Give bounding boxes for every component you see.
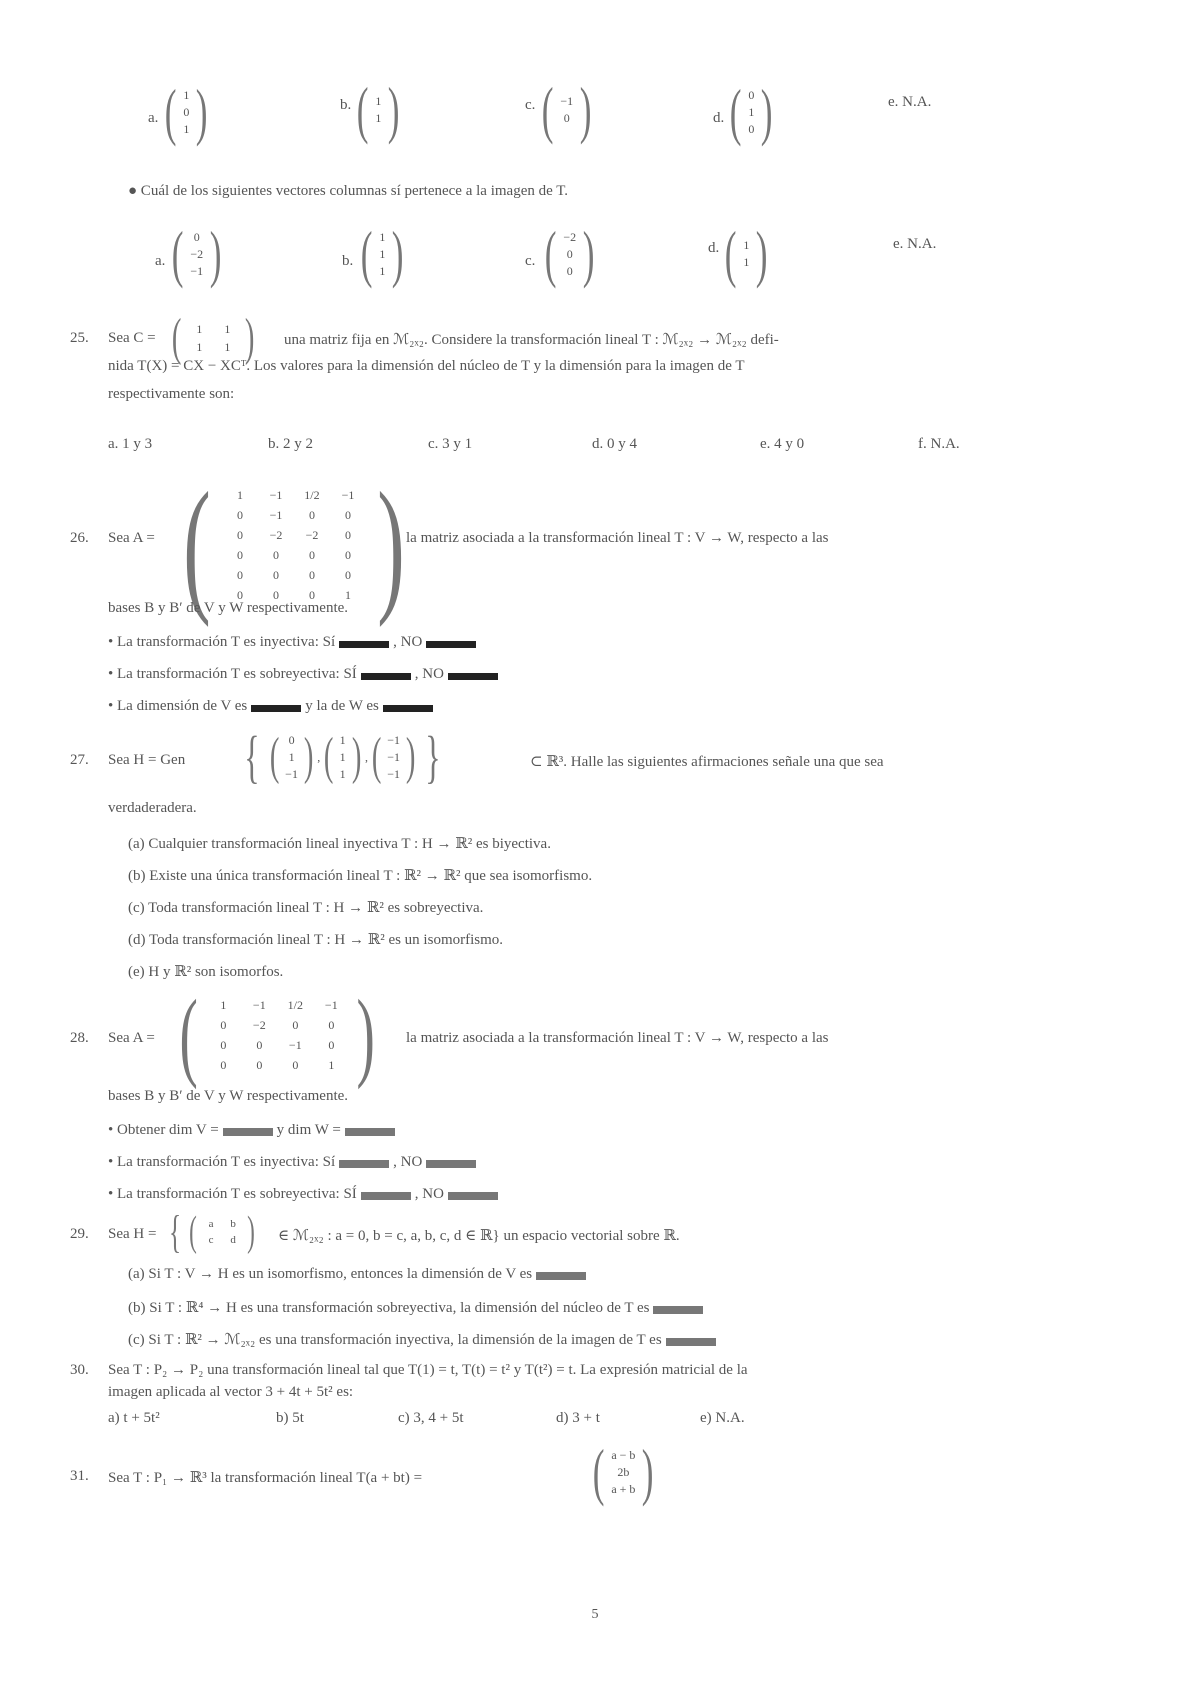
problem-29-item-b: (b) Si T : ℝ⁴ → H es una transformación sobreyectiva, la dimensión del núcleo de T es [128, 1298, 707, 1317]
problem-25-option-c: c. 3 y 1 [428, 436, 473, 452]
problem-30-option-c: c) 3, 4 + 5t [398, 1410, 464, 1426]
option-a-vector: ( 1 0 1 ) [164, 76, 208, 147]
problem-25-option-b: b. 2 y 2 [268, 436, 313, 452]
problem-25-option-d: d. 0 y 4 [592, 436, 637, 452]
problem-27-item-e: (e) H y ℝ² son isomorfos. [128, 964, 284, 980]
option-e-label: e. N.A. [893, 236, 937, 252]
answer-blank[interactable] [361, 673, 411, 680]
answer-blank[interactable] [448, 1192, 498, 1200]
problem-30-option-b: b) 5t [276, 1410, 304, 1426]
problem-30-line2: imagen aplicada al vector 3 + 4t + 5t² es: [108, 1384, 354, 1400]
option-a-vector: ( 0 −2 −1 ) [171, 218, 222, 289]
problem-29-item-a: (a) Si T : V → H es un isomorfismo, entonces la dimensión de V es [128, 1266, 590, 1283]
option-d-vector: ( 0 1 0 ) [729, 76, 773, 147]
problem-28-number: 28. [70, 1030, 89, 1046]
problem-25-number: 25. [70, 330, 89, 346]
problem-27-pre: Sea H = Gen [108, 752, 186, 768]
problem-25-matrix: ( 1 1 1 1 ) [171, 309, 255, 366]
problem-27-item-d: (d) Toda transformación lineal T : H → ℝ² es un isomorfismo. [128, 932, 504, 948]
problem-28-dimensions: • Obtener dim V = y dim W = [108, 1122, 399, 1139]
problem-29-post: ∈ ℳ₂ₓ₂ : a = 0, b = c, a, b, c, d ∈ ℝ} un espacio vectorial sobre ℝ. [278, 1228, 680, 1244]
problem-27-item-b: (b) Existe una única transformación lineal T : ℝ² → ℝ² que sea isomorfismo. [128, 868, 593, 884]
option-d-label: d. [708, 240, 720, 256]
answer-blank[interactable] [361, 1192, 411, 1200]
problem-31-number: 31. [70, 1468, 89, 1484]
answer-blank[interactable] [223, 1128, 273, 1136]
answer-blank[interactable] [536, 1272, 586, 1280]
problem-30-option-e: e) N.A. [700, 1410, 745, 1426]
problem-29-matrix: { ( a b c d ) [168, 1206, 255, 1257]
option-c-vector: ( −2 0 0 ) [544, 218, 595, 289]
option-b-label: b. [342, 253, 354, 269]
option-d-label: d. [713, 110, 725, 126]
problem-28-pre: Sea A = [108, 1030, 155, 1046]
answer-blank[interactable] [653, 1306, 703, 1314]
problem-27-number: 27. [70, 752, 89, 768]
problem-25-option-f: f. N.A. [918, 436, 960, 452]
option-c-label: c. [525, 253, 536, 269]
answer-blank[interactable] [383, 705, 433, 712]
problem-29-item-c: (c) Si T : ℝ² → ℳ₂ₓ₂ es una transformación inyectiva, la dimensión de la imagen de T es [128, 1330, 720, 1349]
answer-blank[interactable] [345, 1128, 395, 1136]
problem-26-pre: Sea A = [108, 530, 155, 546]
option-a-label: a. [148, 110, 159, 126]
option-b-label: b. [340, 97, 352, 113]
problem-28-surjective: • La transformación T es sobreyectiva: SÍ , NO [108, 1186, 502, 1203]
problem-30-option-d: d) 3 + t [556, 1410, 600, 1426]
problem-26-post: la matriz asociada a la transformación lineal T : V → W, respecto a las [406, 530, 829, 546]
option-b-vector: ( 1 1 ) [356, 74, 400, 145]
option-e-label: e. N.A. [888, 94, 932, 110]
problem-30-line1: Sea T : P₂ → P₂ una transformación lineal tal que T(1) = t, T(t) = t² y T(t²) = t. La expresión matricial de la [108, 1362, 748, 1378]
problem-25-line1: una matriz fija en ℳ₂ₓ₂. Considere la transformación lineal T : ℳ₂ₓ₂ → ℳ₂ₓ₂ defi- [284, 332, 779, 348]
problem-29-number: 29. [70, 1226, 89, 1242]
problem-29-pre: Sea H = [108, 1226, 157, 1242]
answer-blank[interactable] [339, 641, 389, 648]
answer-blank[interactable] [251, 705, 301, 712]
option-a-label: a. [155, 253, 166, 269]
problem-26-injective: • La transformación T es inyectiva: Sí , NO [108, 634, 480, 651]
problem-25-option-e: e. 4 y 0 [760, 436, 805, 452]
problem-27-item-c: (c) Toda transformación lineal T : H → ℝ² es sobreyectiva. [128, 900, 484, 916]
problem-30-option-a: a) t + 5t² [108, 1410, 160, 1426]
problem-26-surjective: • La transformación T es sobreyectiva: SÍ , NO [108, 666, 502, 683]
problem-28-matrix: ( 1 −1 1/2 −1 0 −2 0 0 0 0 −1 0 0 0 0 1 ) [179, 979, 376, 1090]
answer-blank[interactable] [666, 1338, 716, 1346]
answer-blank[interactable] [339, 1160, 389, 1168]
problem-27-span: { ( 0 1 −1 ) , ( 1 1 1 ) , ( −1 −1 −1 ) } [244, 724, 441, 789]
problem-25-line3: respectivamente son: [108, 386, 235, 402]
problem-25-line2: nida T(X) = CX − XCᵀ. Los valores para la dimensión del núcleo de T y la dimensión para la imagen de T [108, 358, 745, 374]
answer-blank[interactable] [448, 673, 498, 680]
answer-blank[interactable] [426, 1160, 476, 1168]
problem-31-text: Sea T : P₁ → ℝ³ la transformación lineal T(a + bt) = [108, 1470, 423, 1486]
problem-26-matrix: ( 1 −1 1/2 −1 0 −1 0 0 0 −2 −2 0 0 0 0 0 0 0 0 0 0 0 0 1 ) [183, 462, 405, 628]
option-c-vector: ( −1 0 ) [541, 74, 592, 145]
page-number: 5 [591, 1607, 599, 1622]
option-c-label: c. [525, 97, 536, 113]
problem-26-dimension: • La dimensión de V es y la de W es [108, 698, 437, 715]
answer-blank[interactable] [426, 641, 476, 648]
problem-28-post: la matriz asociada a la transformación lineal T : V → W, respecto a las [406, 1030, 829, 1046]
problem-28-injective: • La transformación T es inyectiva: Sí , NO [108, 1154, 480, 1171]
problem-28-line2: bases B y B′ de V y W respectivamente. [108, 1088, 349, 1104]
problem-27-item-a: (a) Cualquier transformación lineal inyectiva T : H → ℝ² es biyectiva. [128, 836, 551, 852]
option-d-vector: ( 1 1 ) [724, 218, 768, 289]
problem-27-line2: verdaderadera. [108, 800, 197, 816]
question-image-text: ● Cuál de los siguientes vectores columnas sí pertenece a la imagen de T. [128, 183, 569, 199]
problem-25-pre: Sea C = [108, 330, 156, 346]
problem-30-number: 30. [70, 1362, 89, 1378]
option-b-vector: ( 1 1 1 ) [360, 218, 404, 289]
problem-26-line2: bases B y B′ de V y W respectivamente. [108, 600, 349, 616]
problem-27-post: ⊂ ℝ³. Halle las siguientes afirmaciones señale una que sea [530, 754, 884, 770]
problem-26-number: 26. [70, 530, 89, 546]
problem-31-vector: ( a − b 2b a + b ) [592, 1436, 654, 1507]
problem-25-option-a: a. 1 y 3 [108, 436, 153, 452]
